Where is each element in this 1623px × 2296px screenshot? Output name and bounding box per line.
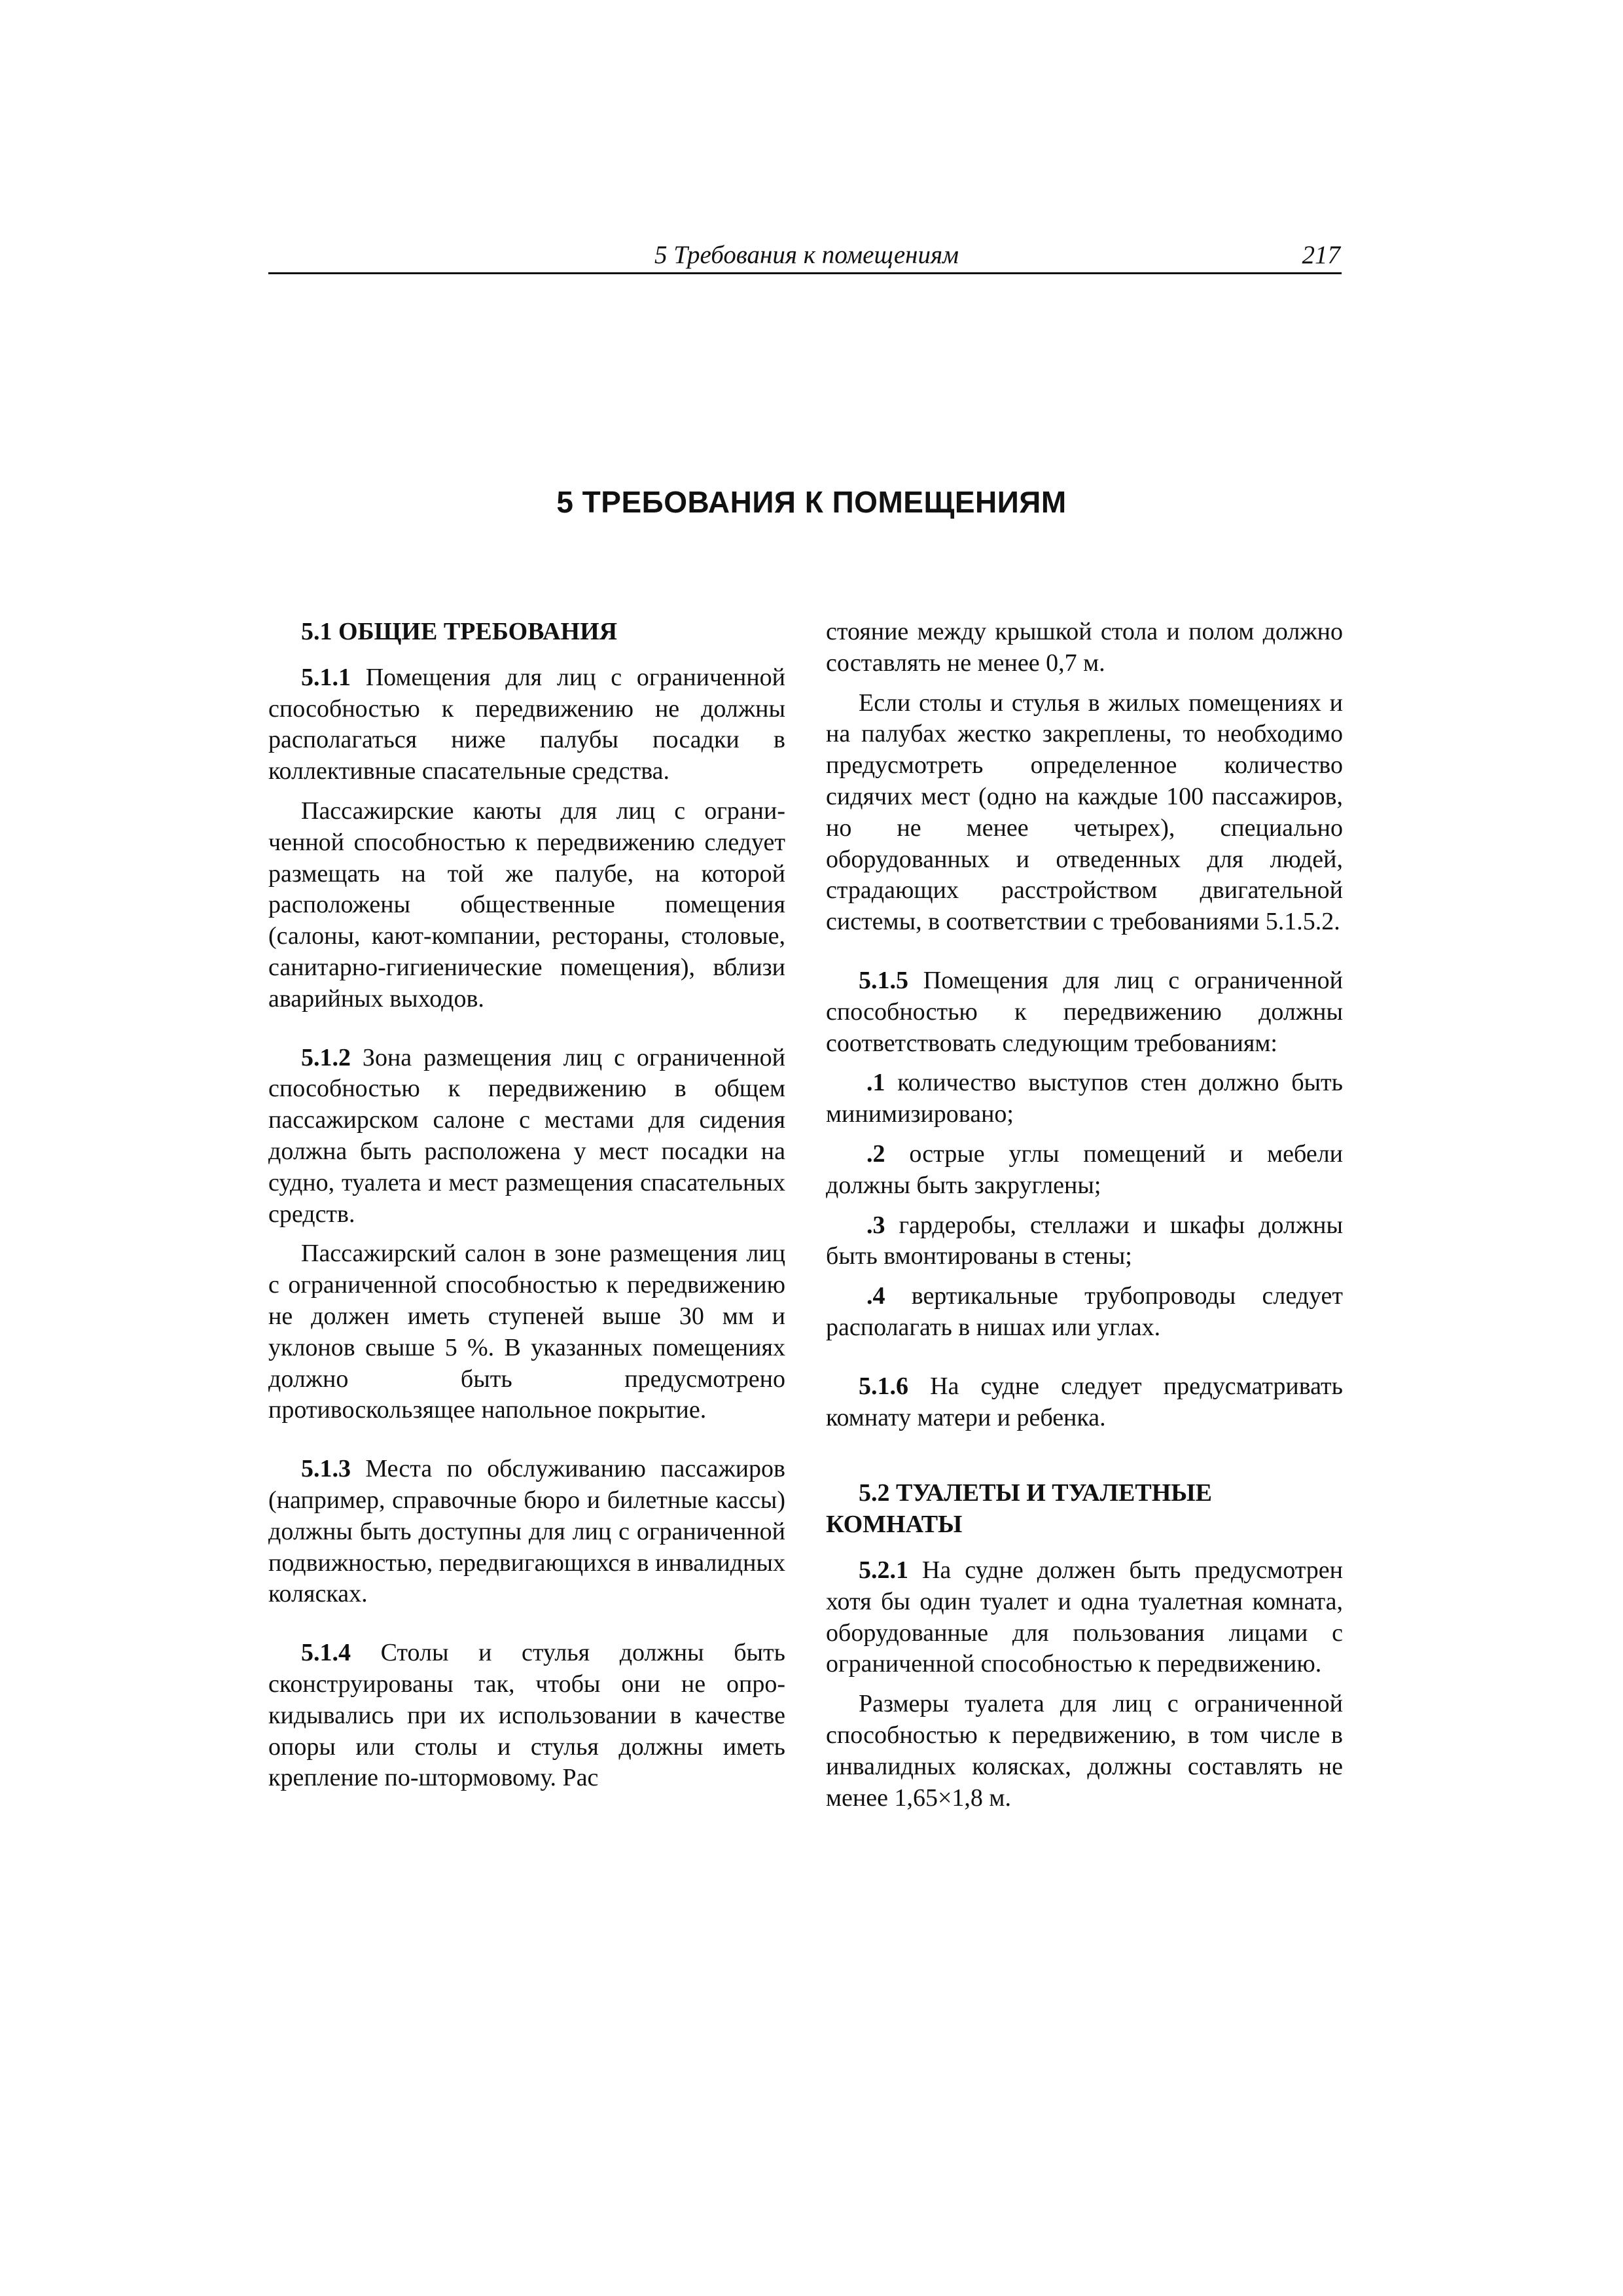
list-item-3 (826, 1210, 1343, 1273)
paragraph-text: Зона размещения лиц с ограниченной способностью к передвижению в общем пассажирском салоне с местами для сидения должна быть расположена у мест посадки на судно, туалета и мест размещения спасательных средств. (268, 1043, 785, 1228)
paragraph-5-2-1 (826, 1555, 1343, 1680)
list-text: острые углы помещений и мебели должны быть закруглены; (826, 1139, 1343, 1199)
paragraph-text: Места по обслуживанию пассажиров (например, справочные бюро и билетные кассы) должны быть доступны для лиц с ограниченной подвижностью, передвигающихся в инвалидных колясках. (268, 1455, 785, 1608)
list-item-4 (826, 1281, 1343, 1344)
paragraph-toilet-size: Размеры туалета для лиц с ограниченной способностью к передвижению, в том числе в инвалидных колясках, должны составлять не менее 1,65×1,8 м. (826, 1690, 1343, 1812)
list-number: .4 (866, 1282, 885, 1310)
list-item-1 (826, 1067, 1343, 1130)
section-heading-5-1: 5.1 ОБЩИЕ ТРЕБОВАНИЯ (301, 618, 618, 645)
clause-number: 5.1.1 (301, 663, 351, 691)
paragraph-fixed-furniture: Если столы и стулья в жилых помещениях и на палубах жестко закреплены, то необходимо предусмотреть определенное количество сидячих мест (одно на каждые 100 пассажиров, но не менее четырех), специально оборудованных и отведенных для людей, страдающих расстройством двигательной системы, в соответствии с требованиями 5.1.5.2. (826, 689, 1343, 936)
paragraph-text: Помещения для лиц с ограниченной способностью к передвижению не должны располагаться ниже палубы посадки в коллективные спасательные средства. (268, 663, 785, 785)
list-number: .3 (866, 1211, 885, 1239)
right-column (826, 617, 1343, 1814)
paragraph-5-1-2 (268, 1043, 785, 1230)
paragraph-5-1-1 (268, 662, 785, 787)
section-heading-line: 5.2 ТУАЛЕТЫ И ТУАЛЕТНЫЕ (859, 1479, 1212, 1507)
paragraph-5-1-4 (268, 1638, 785, 1794)
paragraph-text: На судне должен быть предусмотрен хотя бы один туалет и одна туалетная комната, оборудованные для пользования лицами с ограниченной способностью к передвижению. (826, 1556, 1343, 1678)
chapter-title: 5 ТРЕБОВАНИЯ К ПОМЕЩЕНИЯМ (556, 485, 1067, 519)
clause-number: 5.1.4 (301, 1639, 351, 1667)
paragraph-5-1-6 (826, 1371, 1343, 1434)
clause-number: 5.1.2 (301, 1043, 351, 1071)
section-heading-line: КОМНАТЫ (826, 1511, 963, 1539)
running-title: 5 Требования к помещениям (654, 241, 959, 269)
left-column (268, 617, 785, 1794)
paragraph-5-1-3 (268, 1454, 785, 1610)
page-number: 217 (1302, 241, 1340, 269)
running-header (268, 241, 1342, 274)
list-number: .2 (866, 1139, 885, 1168)
list-text: гардеробы, стеллажи и шкафы должны быть вмонтированы в стены; (826, 1211, 1343, 1270)
paragraph-text: Помещения для лиц с ограниченной способностью к передвижению должны соответствовать следующим требованиям: (826, 966, 1343, 1057)
clause-number: 5.2.1 (859, 1556, 908, 1584)
list-item-2 (826, 1139, 1343, 1202)
list-text: количество выступов стен должно быть минимизировано; (826, 1069, 1343, 1128)
paragraph-salon: Пассажирский салон в зоне размещения лиц с ограниченной способностью к передвижению не должен иметь ступеней выше 30 мм и уклонов свыше 5 %. В указанных помещениях должно быть предусмотрено противоскользящее напольное покрытие. (268, 1240, 785, 1424)
clause-number: 5.1.3 (301, 1455, 351, 1483)
clause-number: 5.1.5 (859, 966, 908, 994)
paragraph-text: Столы и стулья должны быть сконструированы так, чтобы они не опрокидывались при их использовании в качестве опоры или столы и стулья должны иметь крепление по-штормовому. Рас (268, 1639, 785, 1792)
paragraph-5-1-5 (826, 965, 1343, 1059)
list-number: .1 (866, 1069, 885, 1097)
paragraph-cabins: Пассажирские каюты для лиц с ограниченной способностью к передвижению следует размещать на той же палубе, на которой расположены общественные помещения (салоны, кают-компании, рестораны, столовые, санитарно-гигиенические помещения), вблизи аварийных выходов. (268, 797, 785, 1013)
list-text: вертикальные трубопроводы следует располагать в нишах или углах. (826, 1282, 1343, 1341)
paragraph-5-1-4-continued: стояние между крышкой стола и полом должно составлять не менее 0,7 м. (826, 618, 1343, 677)
section-heading-5-2 (826, 1478, 1343, 1541)
paragraph-text: На судне следует предусматривать комнату матери и ребенка. (826, 1372, 1343, 1431)
clause-number: 5.1.6 (859, 1372, 908, 1400)
